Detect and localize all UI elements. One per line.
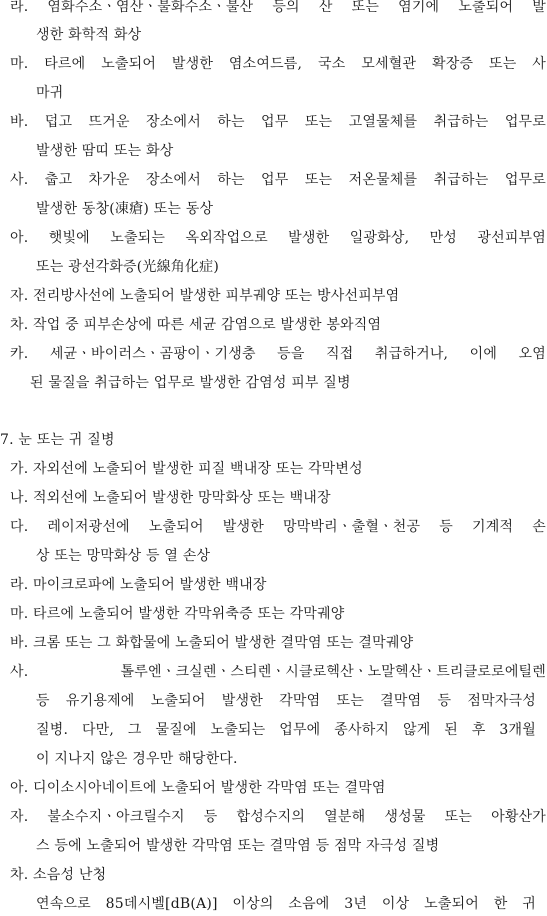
item-ra-line1: 라. 염화수소ㆍ염산ㆍ불화수소ㆍ불산 등의 산 또는 염기에 노출되어 발 xyxy=(10,0,546,15)
item-na-line1: 나. 적외선에 노출되어 발생한 망막화상 또는 백내장 xyxy=(10,490,331,506)
item-ma-line1: 마. 타르에 노출되어 발생한 염소여드름, 국소 모세혈관 확장증 또는 사 xyxy=(10,56,546,72)
item-cha7-line1: 차. 소음성 난청 xyxy=(10,867,107,883)
item-a7-line1: 아. 디이소시아네이트에 노출되어 발생한 각막염 또는 결막염 xyxy=(10,780,386,796)
item-ra7-line1: 라. 마이크로파에 노출되어 발생한 백내장 xyxy=(10,577,267,593)
item-ma-line2: 마귀 xyxy=(36,85,64,101)
item-ra-line2: 생한 화학적 화상 xyxy=(36,27,142,43)
item-sa7-line3: 질병. 다만, 그 물질에 노출되는 업무에 종사하지 않게 된 후 3개월 xyxy=(36,722,536,738)
item-ja7-line2: 스 등에 노출되어 발생한 각막염 또는 결막염 등 점막 자극성 질병 xyxy=(36,838,440,854)
section-heading: 7. 눈 또는 귀 질병 xyxy=(0,432,115,448)
item-da-line1: 다. 레이저광선에 노출되어 발생한 망막박리ㆍ출혈ㆍ천공 등 기계적 손 xyxy=(10,519,546,535)
item-cha-line1: 차. 작업 중 피부손상에 따른 세균 감염으로 발생한 봉와직염 xyxy=(10,317,382,333)
item-cha7-line2: 연속으로 85데시벨[dB(A)] 이상의 소음에 3년 이상 노출되어 한 귀 xyxy=(36,896,536,912)
item-sa7-line1: 사. 톨루엔ㆍ크실렌ㆍ스티렌ㆍ시클로헥산ㆍ노말헥산ㆍ트리클로로에틸렌 xyxy=(10,664,546,680)
item-ba7-line1: 바. 크롬 또는 그 화합물에 노출되어 발생한 결막염 또는 결막궤양 xyxy=(10,635,414,651)
item-a-line2: 또는 광선각화증(光線角化症) xyxy=(36,259,220,275)
item-sa-line2: 발생한 동창(凍瘡) 또는 동상 xyxy=(36,201,214,217)
item-sa7-line2: 등 유기용제에 노출되어 발생한 각막염 또는 결막염 등 점막자극성 xyxy=(36,693,536,709)
item-ma7-line1: 마. 타르에 노출되어 발생한 각막위축증 또는 각막궤양 xyxy=(10,606,345,622)
item-ga-line1: 가. 자외선에 노출되어 발생한 피질 백내장 또는 각막변성 xyxy=(10,461,363,477)
item-da-line2: 상 또는 망막화상 등 열 손상 xyxy=(36,548,211,564)
item-sa-line1: 사. 춥고 차가운 장소에서 하는 업무 또는 저온물체를 취급하는 업무로 xyxy=(10,172,546,188)
item-sa7-line4: 이 지나지 않은 경우만 해당한다. xyxy=(36,751,238,767)
item-ja7-line1: 자. 불소수지ㆍ아크릴수지 등 합성수지의 열분해 생성물 또는 아황산가 xyxy=(10,809,546,825)
item-ja-line1: 자. 전리방사선에 노출되어 발생한 피부궤양 또는 방사선피부염 xyxy=(10,288,400,304)
item-ka-line1: 카. 세균ㆍ바이러스ㆍ곰팡이ㆍ기생충 등을 직접 취급하거나, 이에 오염 xyxy=(10,346,546,362)
item-ba-line2: 발생한 땀띠 또는 화상 xyxy=(36,143,174,159)
item-ba-line1: 바. 덥고 뜨거운 장소에서 하는 업무 또는 고열물체를 취급하는 업무로 xyxy=(10,114,546,130)
item-ka-line2: 된 물질을 취급하는 업무로 발생한 감염성 피부 질병 xyxy=(30,375,351,391)
item-a-line1: 아. 햇빛에 노출되는 옥외작업으로 발생한 일광화상, 만성 광선피부염 xyxy=(10,230,546,246)
